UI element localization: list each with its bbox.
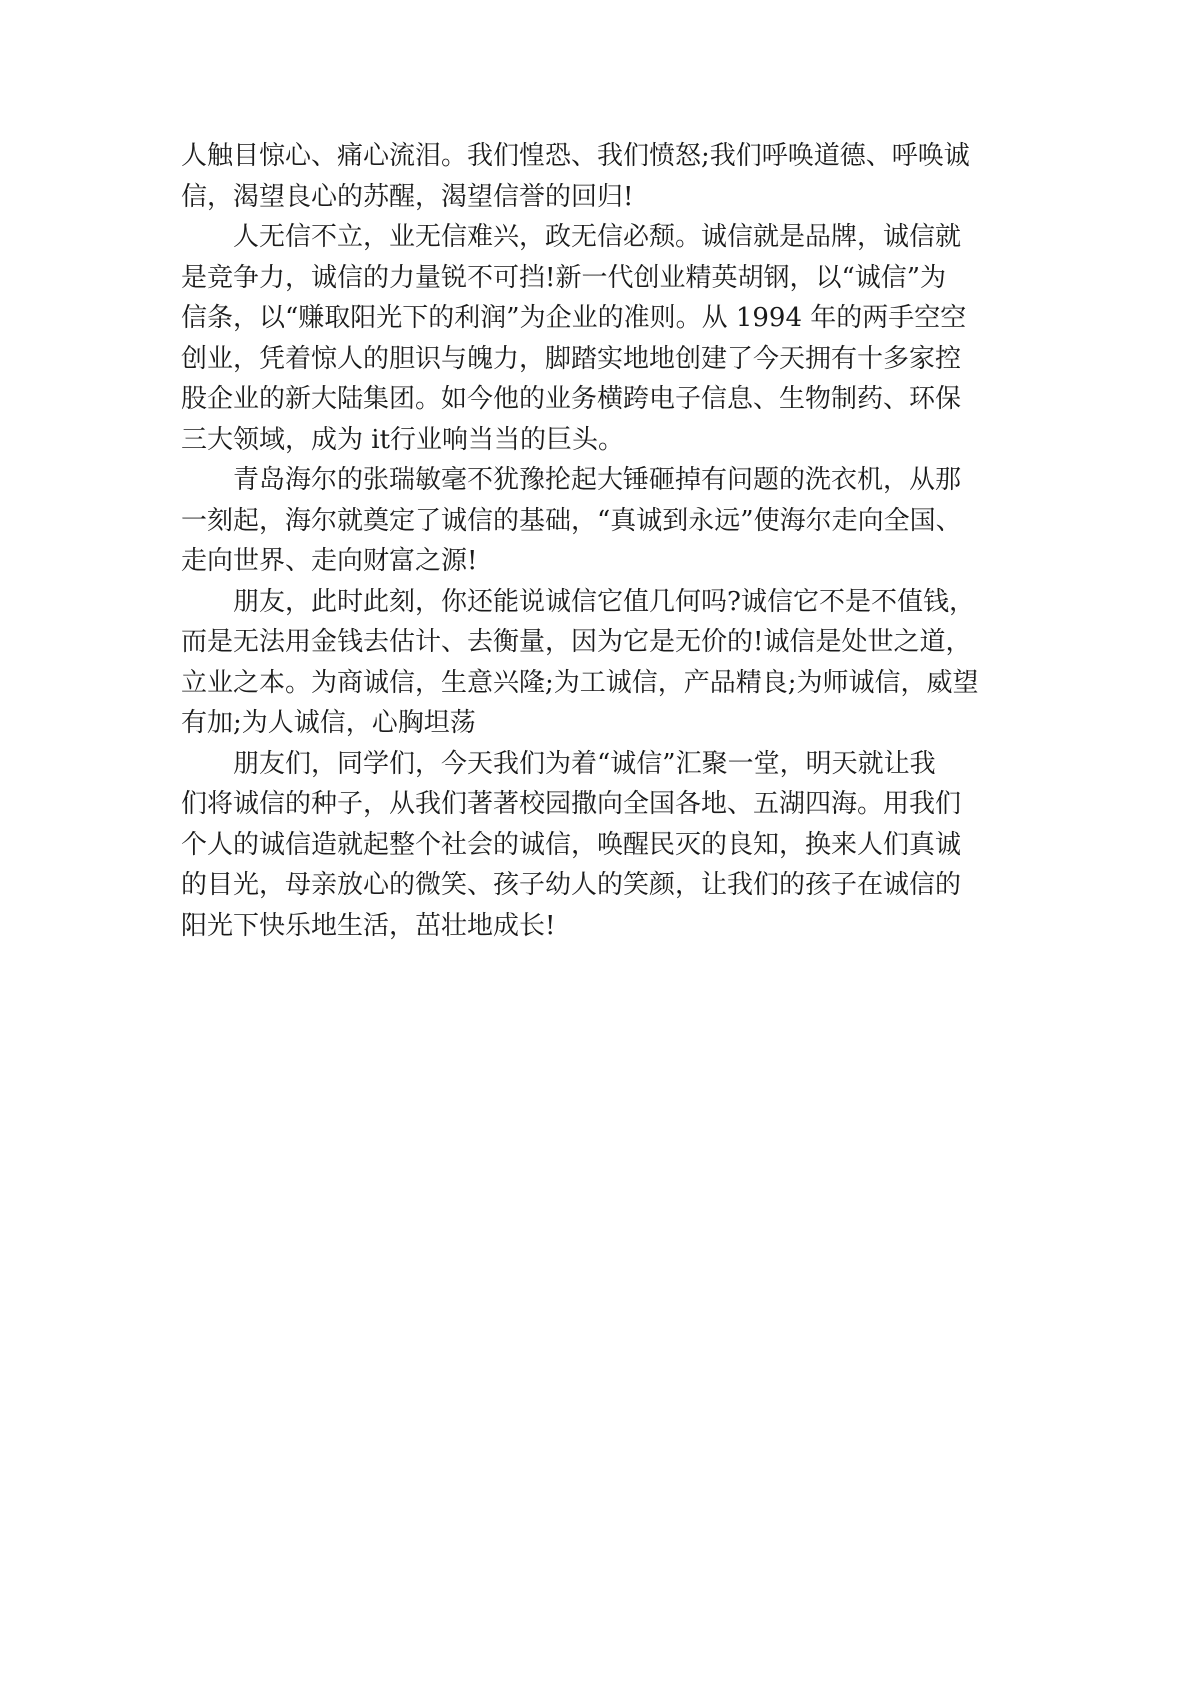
- text-line: 个人的诚信造就起整个社会的诚信，唤醒民灭的良知，换来人们真诚: [181, 829, 962, 860]
- text-line: 阳光下快乐地生活，茁壮地成长!: [181, 910, 556, 941]
- text-line: 三大领域，成为 it行业响当当的巨头。: [181, 424, 625, 455]
- document-body: [181, 136, 1021, 946]
- text-line: 创业，凭着惊人的胆识与魄力，脚踏实地地创建了今天拥有十多家控: [181, 343, 962, 374]
- paragraph-5: [181, 744, 1021, 947]
- paragraph-2: [181, 217, 1021, 460]
- text-line: 们将诚信的种子，从我们著著校园撒向全国各地、五湖四海。用我们: [181, 789, 962, 819]
- text-line: 一刻起，海尔就奠定了诚信的基础，“真诚到永远”使海尔走向全国、: [181, 505, 962, 536]
- text-line: 的目光，母亲放心的微笑、孩子幼人的笑颜，让我们的孩子在诚信的: [181, 870, 962, 900]
- text-line: 股企业的新大陆集团。如今他的业务横跨电子信息、生物制药、环保: [181, 384, 962, 414]
- text-line: 人无信不立，业无信难兴，政无信必颓。诚信就是品牌，诚信就: [233, 222, 962, 252]
- paragraph-4: [181, 582, 1021, 744]
- text-line: 朋友，此时此刻，你还能说诚信它值几何吗?诚信它不是不值钱，: [233, 586, 975, 617]
- paragraph-1: [181, 136, 1021, 217]
- text-line: 而是无法用金钱去估计、去衡量，因为它是无价的!诚信是处世之道，: [181, 627, 972, 657]
- text-line: 有加;为人诚信，心胸坦荡: [181, 708, 476, 738]
- text-line: 信条，以“赚取阳光下的利润”为企业的准则。从 1994 年的两手空空: [181, 303, 967, 333]
- text-line: 朋友们，同学们，今天我们为着“诚信”汇聚一堂，明天就让我: [233, 748, 936, 779]
- paragraph-3: [181, 460, 1021, 582]
- text-line: 信，渴望良心的苏醒，渴望信誉的回归!: [181, 181, 634, 212]
- text-line: 青岛海尔的张瑞敏毫不犹豫抡起大锤砸掉有问题的洗衣机，从那: [233, 465, 962, 495]
- text-line: 人触目惊心、痛心流泪。我们惶恐、我们愤怒;我们呼唤道德、呼唤诚: [181, 141, 970, 171]
- text-line: 立业之本。为商诚信，生意兴隆;为工诚信，产品精良;为师诚信，威望: [181, 667, 979, 698]
- text-line: 是竞争力，诚信的力量锐不可挡!新一代创业精英胡钢，以“诚信”为: [181, 262, 947, 293]
- text-line: 走向世界、走向财富之源!: [181, 546, 478, 576]
